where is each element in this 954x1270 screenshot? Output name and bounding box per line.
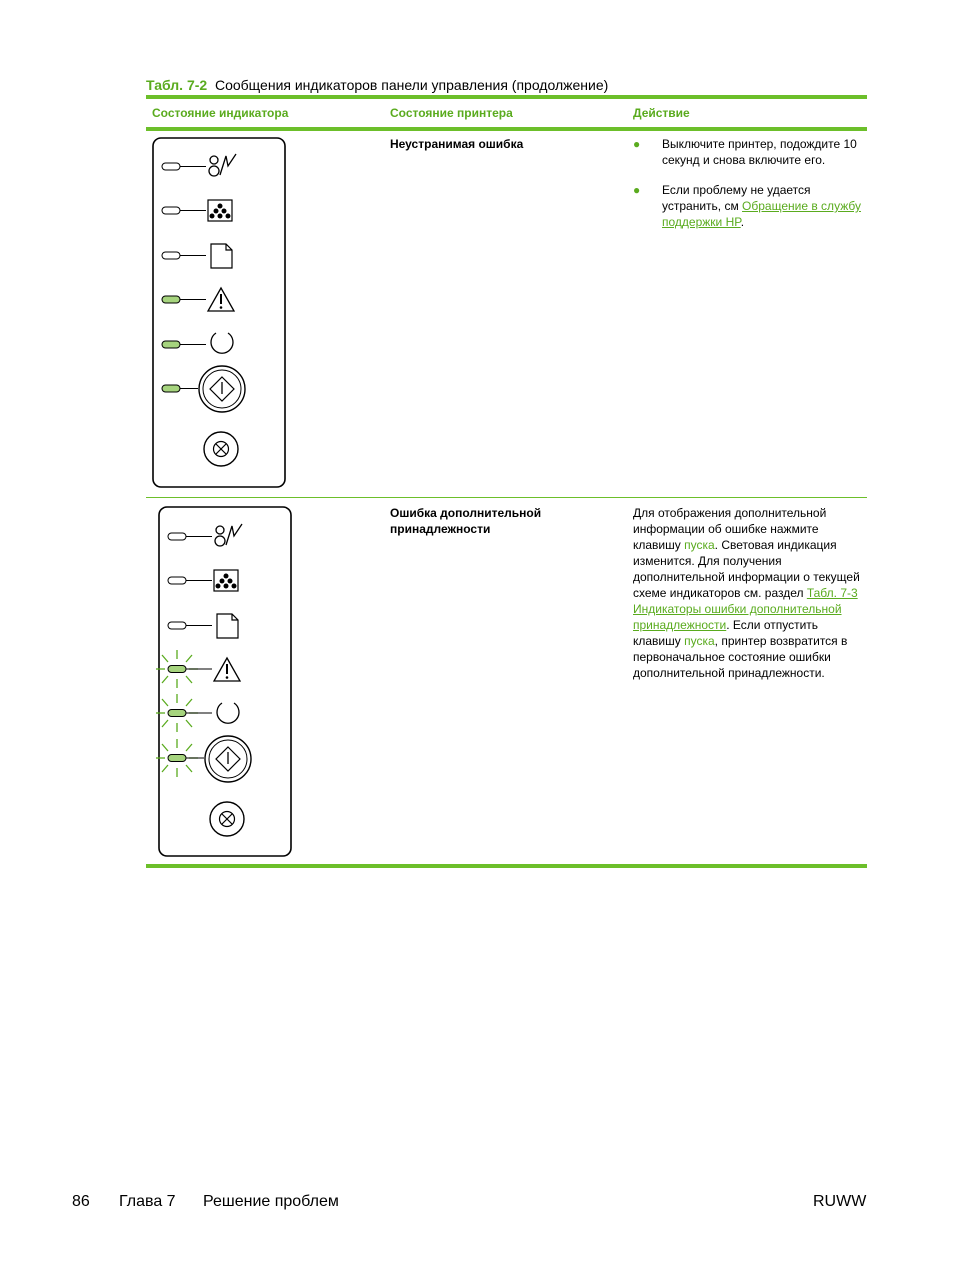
header-bottom-rule <box>146 127 867 131</box>
bullet-text: Если проблему не удается устранить, см <box>662 183 811 213</box>
paper-icon <box>217 614 238 638</box>
list-item <box>633 136 865 168</box>
go-key-term: пуска <box>684 634 715 648</box>
action-text <box>633 505 865 681</box>
column-header-action: Действие <box>633 106 690 120</box>
led-off <box>162 207 206 214</box>
support-link[interactable]: Обращение в службу поддержки HP <box>662 199 861 229</box>
led-off <box>168 622 212 629</box>
cancel-button-icon <box>210 802 244 836</box>
table-number: Табл. 7-2 <box>146 77 208 93</box>
led-on <box>162 385 198 392</box>
led-on <box>162 296 206 303</box>
list-item <box>633 182 865 230</box>
bullet-icon: ● <box>633 183 641 197</box>
led-off <box>162 252 206 259</box>
cancel-button-icon <box>204 432 238 466</box>
table-caption <box>146 77 608 93</box>
led-off <box>162 163 206 170</box>
bullet-icon: ● <box>633 137 641 151</box>
paper-jam-icon <box>209 154 236 176</box>
ready-icon <box>217 703 239 723</box>
page-number: 86 <box>72 1193 90 1210</box>
paper-icon <box>211 244 232 268</box>
column-header-printer: Состояние принтера <box>390 106 513 120</box>
header-top-rule <box>146 95 867 99</box>
action-text-part: , принтер возвратится в первоначальное состояние ошибки дополнительной принадлежности. <box>633 634 848 680</box>
attention-icon <box>214 658 240 681</box>
brand-code: RUWW <box>813 1193 867 1210</box>
chapter-label: Глава 7 <box>119 1193 176 1210</box>
bullet-text: Выключите принтер, подождите 10 секунд и снова включите его. <box>662 137 857 167</box>
led-blinking <box>156 739 204 777</box>
go-key-term: пуска <box>684 538 715 552</box>
led-off <box>168 533 212 540</box>
table-bottom-rule <box>146 864 867 868</box>
attention-icon <box>208 288 234 311</box>
toner-icon <box>214 570 238 591</box>
go-button-icon <box>199 366 245 412</box>
printer-state: Неустранимая ошибка <box>390 137 524 151</box>
bullet-text-end: . <box>740 215 745 229</box>
action-text-part: . Световая индикация изменится. Для получения дополнительной информации о текущей схеме индикаторов см. раздел <box>633 538 860 600</box>
action-text-part: Для отображения дополнительной информации об ошибке нажмите клавишу <box>633 506 827 552</box>
paper-jam-icon <box>215 524 242 546</box>
control-panel-illustration <box>150 505 295 859</box>
led-blinking <box>156 650 212 688</box>
table-7-3-link[interactable]: Табл. 7-3 Индикаторы ошибки дополнительной принадлежности <box>633 586 858 632</box>
table-title: Сообщения индикаторов панели управления (продолжение) <box>214 77 609 93</box>
led-off <box>168 577 212 584</box>
ready-icon <box>211 333 233 353</box>
control-panel-illustration <box>150 136 288 490</box>
action-text-part: . Если отпустить клавишу <box>633 618 819 648</box>
go-button-icon <box>205 736 251 782</box>
toner-icon <box>208 200 232 221</box>
led-blinking <box>156 694 212 732</box>
section-title: Решение проблем <box>203 1193 339 1210</box>
printer-state: Ошибка дополнительной принадлежности <box>390 506 542 536</box>
column-header-indicator: Состояние индикатора <box>152 106 289 120</box>
led-on <box>162 341 206 348</box>
row-divider <box>146 497 867 498</box>
